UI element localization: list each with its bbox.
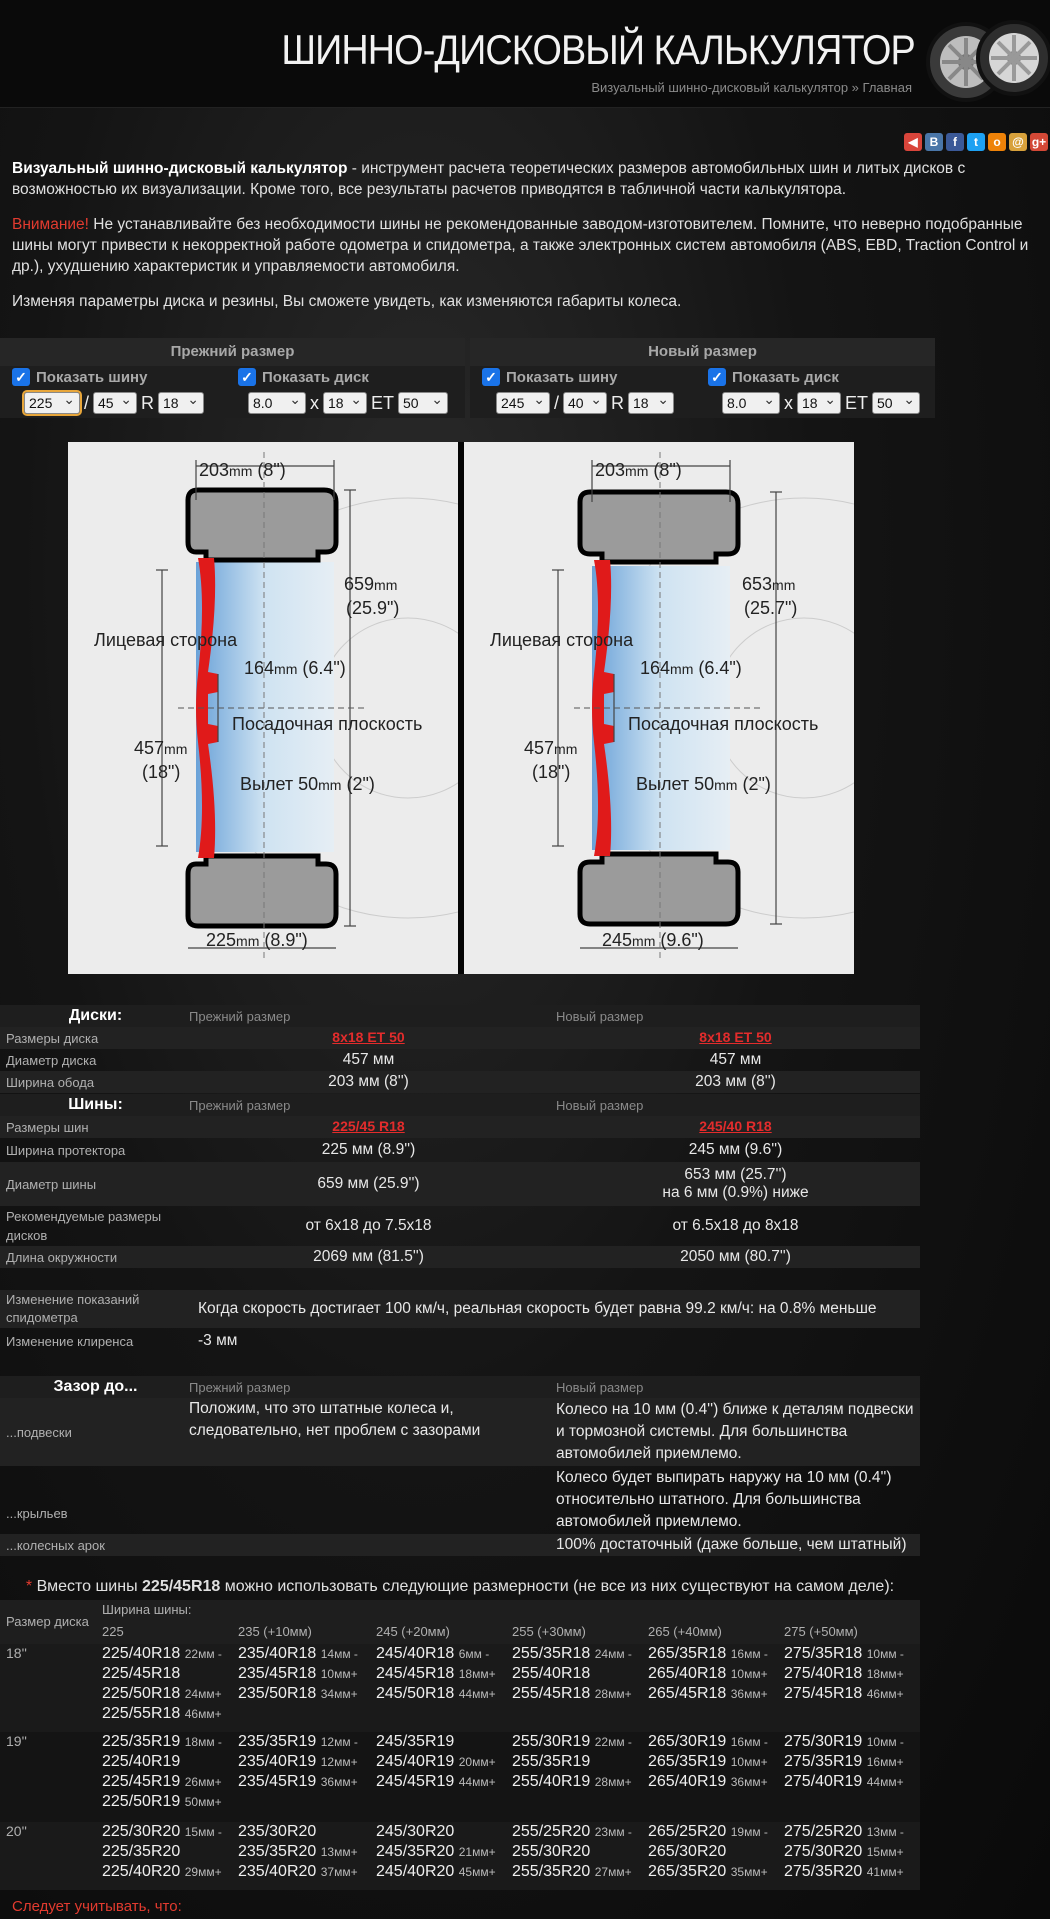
odnoklassniki-icon[interactable]: o (988, 133, 1006, 151)
new-show-tire-checkbox[interactable]: ✓ Показать шину (482, 368, 617, 386)
width-column-header: 245 (+20мм) (376, 1624, 450, 1639)
tire-options-cell (648, 1644, 768, 1732)
tire-option: 275/35R20 41мм+ (784, 1863, 904, 1880)
tire-option: 275/30R20 15мм+ (784, 1843, 904, 1860)
site-title: ШИННО-ДИСКОВЫЙ КАЛЬКУЛЯТОР (281, 26, 915, 73)
tire-options-cell (238, 1822, 358, 1890)
moimir-icon[interactable]: @ (1009, 133, 1027, 151)
breadcrumb[interactable]: Визуальный шинно-дисковый калькулятор » Главная (591, 80, 912, 95)
tire-options-cell (512, 1732, 632, 1822)
cell-new: 100% достаточный (даже больше, чем штатный) (556, 1536, 907, 1553)
table-row (0, 1138, 920, 1162)
tire-options-cell (102, 1822, 222, 1890)
cell-new: 203 мм (8'') (695, 1073, 776, 1090)
col-new-label: Новый размер (556, 1008, 644, 1024)
tire-option: 245/35R20 21мм+ (376, 1843, 496, 1860)
old-wheel-diagram (68, 442, 458, 974)
new-disk-selects (722, 392, 920, 414)
width-column-header: 255 (+30мм) (512, 1624, 586, 1639)
svg-text:457mm: 457mm (524, 738, 578, 758)
svg-text:(25.9"): (25.9") (346, 598, 400, 618)
table-row (0, 1398, 920, 1466)
tire-option: 255/30R20 (512, 1843, 591, 1860)
old-size-title: Прежний размер (0, 338, 465, 366)
svg-text:164mm (6.4"): 164mm (6.4") (244, 658, 346, 678)
tire-options-cell (376, 1644, 496, 1732)
tire-option: 265/30R20 (648, 1843, 727, 1860)
tire-option: 275/35R18 10мм - (784, 1645, 904, 1662)
row-label: ...крыльев (6, 1505, 68, 1521)
cell-new: от 6.5x18 до 8x18 (672, 1217, 799, 1234)
old-width-select[interactable]: 225 ⌄ (24, 392, 80, 414)
intro-paragraph (12, 158, 1048, 200)
col-old-label: Прежний размер (189, 1379, 291, 1395)
cell-old: от 6x18 до 7.5x18 (305, 1217, 432, 1234)
site-header (0, 0, 1050, 108)
svg-text:653mm: 653mm (742, 574, 796, 594)
old-profile-select[interactable]: 45 ⌄ (93, 392, 137, 414)
old-tire-selects (24, 392, 204, 414)
tire-options-cell (376, 1732, 496, 1822)
tire-options-cell (784, 1732, 904, 1822)
table-row (0, 1071, 920, 1093)
new-radius-select[interactable]: 18 ⌄ (628, 392, 674, 414)
tire-option: 235/45R19 36мм+ (238, 1773, 358, 1790)
new-show-disk-checkbox[interactable]: ✓ Показать диск (708, 368, 839, 386)
wheel-cross-section (68, 442, 458, 974)
cell-old: 659 мм (25.9'') (317, 1175, 420, 1192)
cell-new: 457 мм (709, 1051, 762, 1068)
et-label: ET (371, 392, 395, 413)
intro-text (12, 158, 1048, 326)
tire-option: 255/35R19 (512, 1753, 591, 1770)
old-radius-select[interactable]: 18 ⌄ (158, 392, 204, 414)
old-show-tire-checkbox[interactable]: ✓ Показать шину (12, 368, 147, 386)
new-profile-select[interactable]: 40 ⌄ (563, 392, 607, 414)
current-size: 225/45R18 (142, 1578, 221, 1595)
table-row (0, 1162, 920, 1206)
new-width-select[interactable]: 245 ⌄ (496, 392, 550, 414)
svg-text:(25.7"): (25.7") (744, 598, 798, 618)
intro-paragraph-3: Изменяя параметры диска и резины, Вы сможете увидеть, как изменяются габариты колеса. (12, 293, 682, 310)
intro-text-1: - инструмент расчета теоретических размеров автомобильных шин и литых дисков с возможностью их визуализации. Кроме того, все результаты расчетов приводятся в табличной части калькулятора. (12, 160, 966, 198)
tire-options-cell (238, 1732, 358, 1822)
cell-old: 203 мм (8'') (328, 1073, 409, 1090)
vk-icon[interactable]: В (925, 133, 943, 151)
svg-text:457mm: 457mm (134, 738, 188, 758)
new-wheel-diagram (464, 442, 854, 974)
tire-option: 265/35R18 16мм - (648, 1645, 768, 1662)
tire-option: 255/30R19 22мм - (512, 1733, 632, 1750)
tire-options-cell (512, 1822, 632, 1890)
tire-option: 235/50R18 34мм+ (238, 1685, 358, 1702)
social-share-bar (904, 133, 1048, 151)
googleplus-icon[interactable]: g+ (1031, 135, 1047, 149)
tire-option: 265/25R20 19мм - (648, 1823, 768, 1840)
old-rim-width-select[interactable]: 8.0 ⌄ (248, 392, 306, 414)
old-disk-diameter-select[interactable]: 18 ⌄ (323, 392, 367, 414)
warning-paragraph (12, 214, 1048, 277)
r-label: R (141, 392, 155, 413)
new-tire-selects (496, 392, 674, 414)
tire-options-cell (784, 1644, 904, 1732)
cell-new: 245 мм (9.6'') (688, 1141, 783, 1158)
tire-option: 245/30R20 (376, 1823, 455, 1840)
old-et-select[interactable]: 50 ⌄ (398, 392, 448, 414)
tire-option: 255/35R18 24мм - (512, 1645, 632, 1662)
tires-header-row (0, 1094, 920, 1116)
tire-option: 255/35R20 27мм+ (512, 1863, 632, 1880)
disk-size-cell: 19'' (6, 1733, 27, 1749)
col-old-label: Прежний размер (189, 1097, 291, 1113)
tire-option: 225/40R19 (102, 1753, 181, 1770)
tire-option: 265/35R19 10мм+ (648, 1753, 768, 1770)
cell-old: 457 мм (342, 1051, 395, 1068)
tire-option: 275/40R19 44мм+ (784, 1773, 904, 1790)
speedometer-row (0, 1290, 920, 1328)
row-label: Диаметр шины (6, 1176, 97, 1192)
row-label: Ширина обода (6, 1074, 95, 1090)
et-label: ET (845, 392, 869, 413)
cell-old: 2069 мм (81.5'') (313, 1248, 424, 1265)
svg-text:Вылет 50mm (2"): Вылет 50mm (2") (636, 774, 771, 794)
tire-option: 265/35R20 35мм+ (648, 1863, 768, 1880)
tire-option: 275/35R19 16мм+ (784, 1753, 904, 1770)
tire-option: 275/30R19 10мм - (784, 1733, 904, 1750)
tire-options-cell (102, 1732, 222, 1822)
tire-option: 245/50R18 44мм+ (376, 1685, 496, 1702)
x-label: x (310, 392, 319, 413)
r-label: R (611, 392, 625, 413)
svg-text:203mm (8"): 203mm (8") (199, 460, 286, 480)
gap-heading: Зазор до... (53, 1378, 138, 1395)
svg-text:203mm (8"): 203mm (8") (595, 460, 682, 480)
tire-option: 225/30R20 15мм - (102, 1823, 222, 1840)
clearance-row (0, 1330, 920, 1352)
row-label: ...подвески (6, 1424, 72, 1440)
svg-text:Посадочная плоскость: Посадочная плоскость (232, 714, 423, 734)
width-column-header: 225 (102, 1624, 124, 1639)
tire-option: 225/55R18 46мм+ (102, 1705, 222, 1722)
old-disk-selects (248, 392, 448, 414)
warning-text: Не устанавливайте без необходимости шины не рекомендованные заводом-изготовителем. Помните, что неверно подобранные шины могут привести к некорректной работе одометра и спидометра, а также электронных систем автомобиля (ABS, EBD, Traction Control и др.), ухудшению характеристик и управляемости автомобиля. (12, 216, 1029, 275)
alternatives-header (0, 1600, 920, 1644)
tire-option: 235/40R18 14мм - (238, 1645, 358, 1662)
wheels-logo-icon (918, 10, 1050, 104)
col-new-label: Новый размер (556, 1379, 644, 1395)
alternatives-row (0, 1822, 920, 1890)
tire-option: 235/35R19 12мм - (238, 1733, 358, 1750)
tire-option: 225/40R20 29мм+ (102, 1863, 222, 1880)
disk-size-cell: 18'' (6, 1645, 27, 1661)
new-et-select[interactable]: 50 ⌄ (872, 392, 920, 414)
disks-heading: Диски: (68, 1007, 123, 1024)
tire-options-cell (784, 1822, 904, 1890)
svg-text:164mm (6.4"): 164mm (6.4") (640, 658, 742, 678)
table-row (0, 1246, 920, 1268)
table-row (0, 1206, 920, 1246)
tire-option: 255/25R20 23мм - (512, 1823, 632, 1840)
tire-option: 225/50R19 50мм+ (102, 1793, 222, 1810)
tire-options-cell (512, 1644, 632, 1732)
tire-option: 245/40R18 6мм - (376, 1645, 490, 1662)
intro-bold: Визуальный шинно-дисковый калькулятор (12, 160, 348, 177)
new-tire-size-link[interactable]: 245/40 R18 (699, 1118, 772, 1134)
tire-option: 275/25R20 13мм - (784, 1823, 904, 1840)
table-row (0, 1534, 920, 1556)
cell-new: 653 мм (25.7'') на 6 мм (0.9%) ниже (552, 1166, 919, 1202)
tire-option: 245/35R19 (376, 1733, 455, 1750)
old-tire-size-link[interactable]: 225/45 R18 (332, 1118, 405, 1134)
col-old-label: Прежний размер (189, 1008, 291, 1024)
cell-old: Положим, что это штатные колеса и, следовательно, нет проблем с зазорами (189, 1400, 481, 1439)
twitter-icon[interactable]: t (967, 133, 985, 151)
tire-option: 265/30R19 16мм - (648, 1733, 768, 1750)
tire-option: 225/50R18 24мм+ (102, 1685, 222, 1702)
svg-text:225mm (8.9"): 225mm (8.9") (206, 930, 308, 950)
row-label: Размеры диска (6, 1030, 99, 1046)
cell-new: 2050 мм (80.7'') (680, 1248, 791, 1265)
tire-option: 255/40R19 28мм+ (512, 1773, 632, 1790)
size-selectors (0, 338, 920, 418)
slash-label: / (554, 392, 560, 413)
tire-option: 235/45R18 10мм+ (238, 1665, 358, 1682)
tire-option: 245/40R19 20мм+ (376, 1753, 496, 1770)
table-row (0, 1116, 920, 1138)
new-disk-diameter-select[interactable]: 18 ⌄ (797, 392, 841, 414)
old-size-panel (0, 338, 465, 418)
facebook-icon[interactable]: f (946, 133, 964, 151)
cell-new: Колесо будет выпирать наружу на 10 мм (0.4'') относительно штатного. Для большинства автомобилей приемлемо. (556, 1469, 892, 1530)
tire-options-cell (102, 1644, 222, 1732)
tire-option: 275/45R18 46мм+ (784, 1685, 904, 1702)
row-label: ...колесных арок (6, 1537, 105, 1553)
row-label: Длина окружности (6, 1249, 118, 1265)
row-label: Изменение клиренса (6, 1333, 134, 1349)
svg-text:659mm: 659mm (344, 574, 398, 594)
tire-option: 245/40R20 45мм+ (376, 1863, 496, 1880)
clearance-value: -3 мм (198, 1332, 238, 1349)
svg-text:245mm (9.6"): 245mm (9.6") (602, 930, 704, 950)
tire-option: 245/45R18 18мм+ (376, 1665, 496, 1682)
tire-options-cell (238, 1644, 358, 1732)
footer-note: Следует учитывать, что: (12, 1898, 182, 1915)
row-label: Размеры шин (6, 1119, 89, 1135)
tire-option: 235/40R20 37мм+ (238, 1863, 358, 1880)
tire-options-cell (648, 1732, 768, 1822)
row-label: Изменение показаний спидометра (6, 1292, 140, 1325)
svg-text:Лицевая сторона: Лицевая сторона (490, 630, 634, 650)
tire-option: 255/45R18 28мм+ (512, 1685, 632, 1702)
svg-text:(18"): (18") (532, 762, 571, 782)
cell-old: 225 мм (8.9'') (321, 1141, 416, 1158)
disk-size-cell: 20'' (6, 1823, 27, 1839)
table-row (0, 1027, 920, 1049)
tire-option: 225/35R20 (102, 1843, 181, 1860)
width-column-header: 235 (+10мм) (238, 1624, 312, 1639)
tire-option: 235/30R20 (238, 1823, 317, 1840)
table-row (0, 1466, 920, 1534)
disks-header-row (0, 1005, 920, 1027)
diameter-diff-note: на 6 мм (0.9%) ниже (662, 1184, 809, 1201)
tire-option: 225/35R19 18мм - (102, 1733, 222, 1750)
row-label: Рекомендуемые размеры дисков (6, 1209, 162, 1243)
x-label: x (784, 392, 793, 413)
tire-option: 235/40R19 12мм+ (238, 1753, 358, 1770)
width-column-header: 265 (+40мм) (648, 1624, 722, 1639)
share-icon[interactable]: ◀ (904, 133, 922, 151)
tire-options-cell (376, 1822, 496, 1890)
cell-new: Колесо на 10 мм (0.4'') ближе к деталям подвески и тормозной системы. Для большинства автомобилей приемлемо. (556, 1401, 914, 1462)
slash-label: / (84, 392, 90, 413)
gap-header-row (0, 1376, 920, 1398)
alternatives-note: * Вместо шины 225/45R18 можно использовать следующие размерности (не все из них существуют на самом деле): (25, 1578, 895, 1595)
width-column-header: 275 (+50мм) (784, 1624, 858, 1639)
wheel-cross-section (464, 442, 854, 974)
row-label: Диаметр диска (6, 1052, 97, 1068)
row-label: Ширина протектора (6, 1142, 126, 1158)
svg-text:Лицевая сторона: Лицевая сторона (94, 630, 238, 650)
tire-option: 235/35R20 13мм+ (238, 1843, 358, 1860)
tire-option: 225/40R18 22мм - (102, 1645, 222, 1662)
disk-size-heading: Размер диска (6, 1614, 89, 1629)
tire-option: 265/40R18 10мм+ (648, 1665, 768, 1682)
old-disk-size-link[interactable]: 8x18 ET 50 (332, 1029, 405, 1045)
tire-option: 275/40R18 18мм+ (784, 1665, 904, 1682)
old-show-disk-checkbox[interactable]: ✓ Показать диск (238, 368, 369, 386)
new-rim-width-select[interactable]: 8.0 ⌄ (722, 392, 780, 414)
tire-option: 245/45R19 44мм+ (376, 1773, 496, 1790)
new-size-panel (470, 338, 935, 418)
svg-text:(18"): (18") (142, 762, 181, 782)
tire-options-cell (648, 1822, 768, 1890)
alternatives-row (0, 1732, 920, 1822)
svg-text:Вылет 50mm (2"): Вылет 50mm (2") (240, 774, 375, 794)
col-new-label: Новый размер (556, 1097, 644, 1113)
table-row (0, 1049, 920, 1071)
tire-option: 225/45R19 26мм+ (102, 1773, 222, 1790)
tire-option: 265/40R19 36мм+ (648, 1773, 768, 1790)
new-size-title: Новый размер (470, 338, 935, 366)
alternatives-row (0, 1644, 920, 1732)
warning-label: Внимание! (12, 216, 89, 233)
tires-heading: Шины: (68, 1096, 123, 1113)
tire-option: 225/45R18 (102, 1665, 181, 1682)
tire-option: 255/40R18 (512, 1665, 591, 1682)
new-disk-size-link[interactable]: 8x18 ET 50 (699, 1029, 772, 1045)
speedometer-value: Когда скорость достигает 100 км/ч, реальная скорость будет равна 99.2 км/ч: на 0.8% меньше (198, 1300, 877, 1317)
tire-option: 265/45R18 36мм+ (648, 1685, 768, 1702)
asterisk: * (25, 1578, 33, 1595)
tire-width-heading: Ширина шины: (102, 1602, 192, 1617)
svg-text:Посадочная плоскость: Посадочная плоскость (628, 714, 819, 734)
